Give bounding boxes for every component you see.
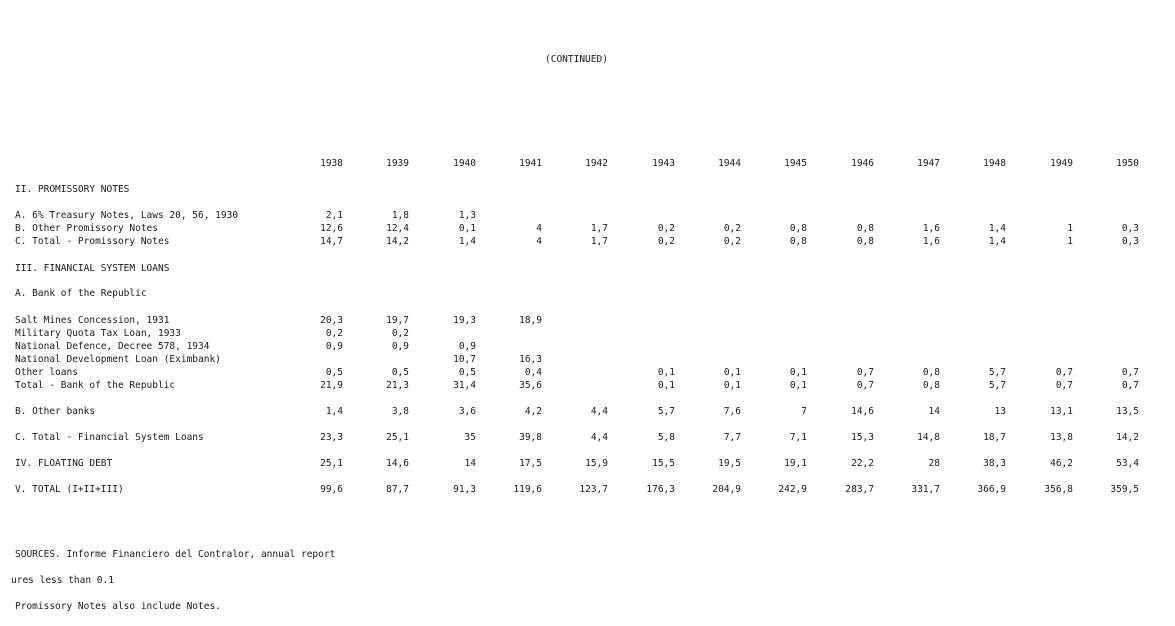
- continued-heading: (CONTINUED): [545, 54, 608, 65]
- table-cell: 1,4: [988, 223, 1006, 234]
- table-cell: 5,8: [657, 432, 675, 443]
- table-cell: 31,4: [453, 380, 476, 391]
- year-header-1940: 1940: [453, 158, 476, 169]
- table-cell: 1: [1067, 223, 1073, 234]
- table-cell: 7: [801, 406, 807, 417]
- table-cell: 28: [928, 458, 940, 469]
- table-cell: 35,6: [519, 380, 542, 391]
- table-cell: 176,3: [646, 484, 675, 495]
- table-cell: 0,2: [723, 223, 741, 234]
- table-cell: 14,7: [320, 236, 343, 247]
- table-cell: 331,7: [911, 484, 940, 495]
- row-label: Military Quota Tax Loan, 1933: [15, 328, 181, 339]
- table-cell: 0,2: [391, 328, 409, 339]
- row-label: B. Other banks: [15, 406, 96, 417]
- table-cell: 119,6: [513, 484, 542, 495]
- table-cell: 5,7: [988, 367, 1006, 378]
- table-cell: 0,3: [1121, 223, 1139, 234]
- table-cell: 0,2: [657, 236, 675, 247]
- year-header-1946: 1946: [851, 158, 874, 169]
- row-label: B. Other Promissory Notes: [15, 223, 158, 234]
- table-cell: 0,1: [458, 223, 476, 234]
- table-cell: 0,8: [922, 367, 940, 378]
- table-cell: 13,8: [1050, 432, 1073, 443]
- row-label: C. Total - Promissory Notes: [15, 236, 170, 247]
- table-cell: 0,8: [856, 236, 874, 247]
- table-cell: 14,2: [386, 236, 409, 247]
- row-label: C. Total - Financial System Loans: [15, 432, 204, 443]
- table-cell: 0,9: [458, 341, 476, 352]
- table-cell: 22,2: [851, 458, 874, 469]
- table-cell: 3,6: [458, 406, 476, 417]
- table-cell: 1,4: [458, 236, 476, 247]
- table-cell: 4,4: [590, 432, 608, 443]
- row-label: A. 6% Treasury Notes, Laws 20, 56, 1930: [15, 210, 239, 221]
- table-cell: 1,6: [922, 236, 940, 247]
- table-cell: 0,9: [391, 341, 409, 352]
- table-cell: 99,6: [320, 484, 343, 495]
- table-cell: 0,5: [458, 367, 476, 378]
- table-cell: 14,2: [1116, 432, 1139, 443]
- row-label: Salt Mines Concession, 1931: [15, 315, 170, 326]
- table-cell: 2,1: [325, 210, 343, 221]
- sources-note: SOURCES. Informe Financiero del Contralor, annual report: [15, 549, 336, 560]
- year-header-1947: 1947: [917, 158, 940, 169]
- table-cell: 1,7: [590, 236, 608, 247]
- table-cell: 204,9: [712, 484, 741, 495]
- table-cell: 18,7: [983, 432, 1006, 443]
- table-cell: 0,4: [524, 367, 542, 378]
- row-label: Other loans: [15, 367, 78, 378]
- table-cell: 0,8: [789, 223, 807, 234]
- table-cell: 13: [994, 406, 1006, 417]
- table-cell: 1,7: [590, 223, 608, 234]
- table-cell: 14,8: [917, 432, 940, 443]
- row-label: National Defence, Decree 578, 1934: [15, 341, 210, 352]
- table-cell: 5,7: [657, 406, 675, 417]
- table-cell: 0,5: [325, 367, 343, 378]
- table-cell: 366,9: [977, 484, 1006, 495]
- table-cell: 13,1: [1050, 406, 1073, 417]
- table-cell: 4: [536, 236, 542, 247]
- table-cell: 0,1: [723, 367, 741, 378]
- table-cell: 0,3: [1121, 236, 1139, 247]
- table-cell: 0,8: [922, 380, 940, 391]
- row-label: National Development Loan (Eximbank): [15, 354, 221, 365]
- table-cell: 20,3: [320, 315, 343, 326]
- table-cell: 14,6: [851, 406, 874, 417]
- table-cell: 10,7: [453, 354, 476, 365]
- table-cell: 0,7: [1121, 380, 1139, 391]
- table-cell: 14: [928, 406, 940, 417]
- table-cell: 0,8: [789, 236, 807, 247]
- table-cell: 7,1: [789, 432, 807, 443]
- table-cell: 0,9: [325, 341, 343, 352]
- year-header-1948: 1948: [983, 158, 1006, 169]
- footnote-less-than: ures less than 0.1: [11, 575, 114, 586]
- table-cell: 19,5: [718, 458, 741, 469]
- table-cell: 18,9: [519, 315, 542, 326]
- table-cell: 0,2: [723, 236, 741, 247]
- table-cell: 0,1: [723, 380, 741, 391]
- table-cell: 3,8: [391, 406, 409, 417]
- row-label: V. TOTAL (I+II+III): [15, 484, 124, 495]
- table-cell: 21,9: [320, 380, 343, 391]
- footnote-promissory: Promissory Notes also include Notes.: [15, 601, 221, 612]
- table-cell: 7,7: [723, 432, 741, 443]
- table-cell: 7,6: [723, 406, 741, 417]
- year-header-1949: 1949: [1050, 158, 1073, 169]
- table-cell: 0,1: [657, 367, 675, 378]
- table-cell: 17,5: [519, 458, 542, 469]
- table-cell: 15,5: [652, 458, 675, 469]
- table-cell: 283,7: [845, 484, 874, 495]
- table-cell: 0,1: [789, 380, 807, 391]
- row-label: III. FINANCIAL SYSTEM LOANS: [15, 263, 170, 274]
- table-cell: 46,2: [1050, 458, 1073, 469]
- year-header-1944: 1944: [718, 158, 741, 169]
- table-cell: 0,5: [391, 367, 409, 378]
- table-cell: 0,7: [1055, 380, 1073, 391]
- row-label: A. Bank of the Republic: [15, 288, 147, 299]
- table-cell: 25,1: [386, 432, 409, 443]
- table-cell: 4: [536, 223, 542, 234]
- year-header-1945: 1945: [784, 158, 807, 169]
- table-cell: 356,8: [1044, 484, 1073, 495]
- row-label: IV. FLOATING DEBT: [15, 458, 113, 469]
- table-cell: 0,7: [1121, 367, 1139, 378]
- table-cell: 15,9: [585, 458, 608, 469]
- table-cell: 1,6: [922, 223, 940, 234]
- table-cell: 0,1: [657, 380, 675, 391]
- table-cell: 19,1: [784, 458, 807, 469]
- year-header-1942: 1942: [585, 158, 608, 169]
- table-cell: 1,3: [458, 210, 476, 221]
- table-cell: 38,3: [983, 458, 1006, 469]
- table-cell: 15,3: [851, 432, 874, 443]
- table-cell: 39,8: [519, 432, 542, 443]
- table-cell: 13,5: [1116, 406, 1139, 417]
- table-cell: 25,1: [320, 458, 343, 469]
- table-cell: 0,8: [856, 223, 874, 234]
- table-cell: 19,7: [386, 315, 409, 326]
- table-cell: 0,2: [657, 223, 675, 234]
- year-header-1939: 1939: [386, 158, 409, 169]
- table-cell: 0,1: [789, 367, 807, 378]
- table-cell: 0,2: [325, 328, 343, 339]
- table-cell: 35: [464, 432, 476, 443]
- table-cell: 0,7: [856, 380, 874, 391]
- year-header-1950: 1950: [1116, 158, 1139, 169]
- table-cell: 0,7: [1055, 367, 1073, 378]
- table-cell: 242,9: [778, 484, 807, 495]
- table-cell: 87,7: [386, 484, 409, 495]
- table-cell: 1,4: [988, 236, 1006, 247]
- table-cell: 19,3: [453, 315, 476, 326]
- table-cell: 1: [1067, 236, 1073, 247]
- table-cell: 359,5: [1110, 484, 1139, 495]
- year-header-1938: 1938: [320, 158, 343, 169]
- year-header-1941: 1941: [519, 158, 542, 169]
- row-label: II. PROMISSORY NOTES: [15, 184, 130, 195]
- table-cell: 16,3: [519, 354, 542, 365]
- table-cell: 23,3: [320, 432, 343, 443]
- table-cell: 12,6: [320, 223, 343, 234]
- table-cell: 4,4: [590, 406, 608, 417]
- table-cell: 12,4: [386, 223, 409, 234]
- table-cell: 14,6: [386, 458, 409, 469]
- table-cell: 14: [464, 458, 476, 469]
- year-header-1943: 1943: [652, 158, 675, 169]
- table-cell: 4,2: [524, 406, 542, 417]
- table-cell: 5,7: [988, 380, 1006, 391]
- table-cell: 21,3: [386, 380, 409, 391]
- table-cell: 53,4: [1116, 458, 1139, 469]
- table-cell: 1,8: [391, 210, 409, 221]
- table-cell: 1,4: [325, 406, 343, 417]
- table-cell: 91,3: [453, 484, 476, 495]
- table-cell: 0,7: [856, 367, 874, 378]
- row-label: Total - Bank of the Republic: [15, 380, 176, 391]
- table-cell: 123,7: [579, 484, 608, 495]
